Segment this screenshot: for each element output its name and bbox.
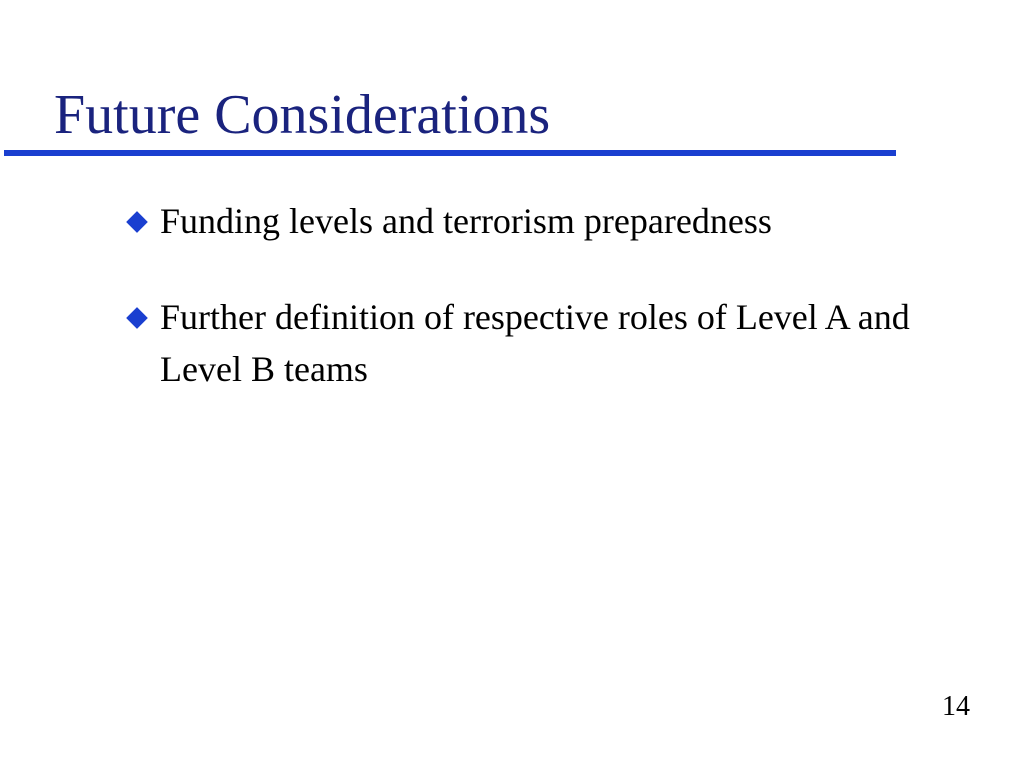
slide-title: Future Considerations [54, 84, 551, 146]
diamond-bullet-icon [126, 307, 148, 329]
diamond-bullet-icon [126, 211, 148, 233]
bullet-text: Funding levels and terrorism preparedness [160, 201, 772, 241]
title-underline [4, 150, 896, 156]
bullet-text: Further definition of respective roles of Level A and Level B teams [160, 297, 910, 389]
page-number: 14 [942, 691, 970, 722]
bullet-item [124, 195, 954, 247]
bullet-item [124, 291, 954, 395]
bullet-list [124, 195, 954, 439]
